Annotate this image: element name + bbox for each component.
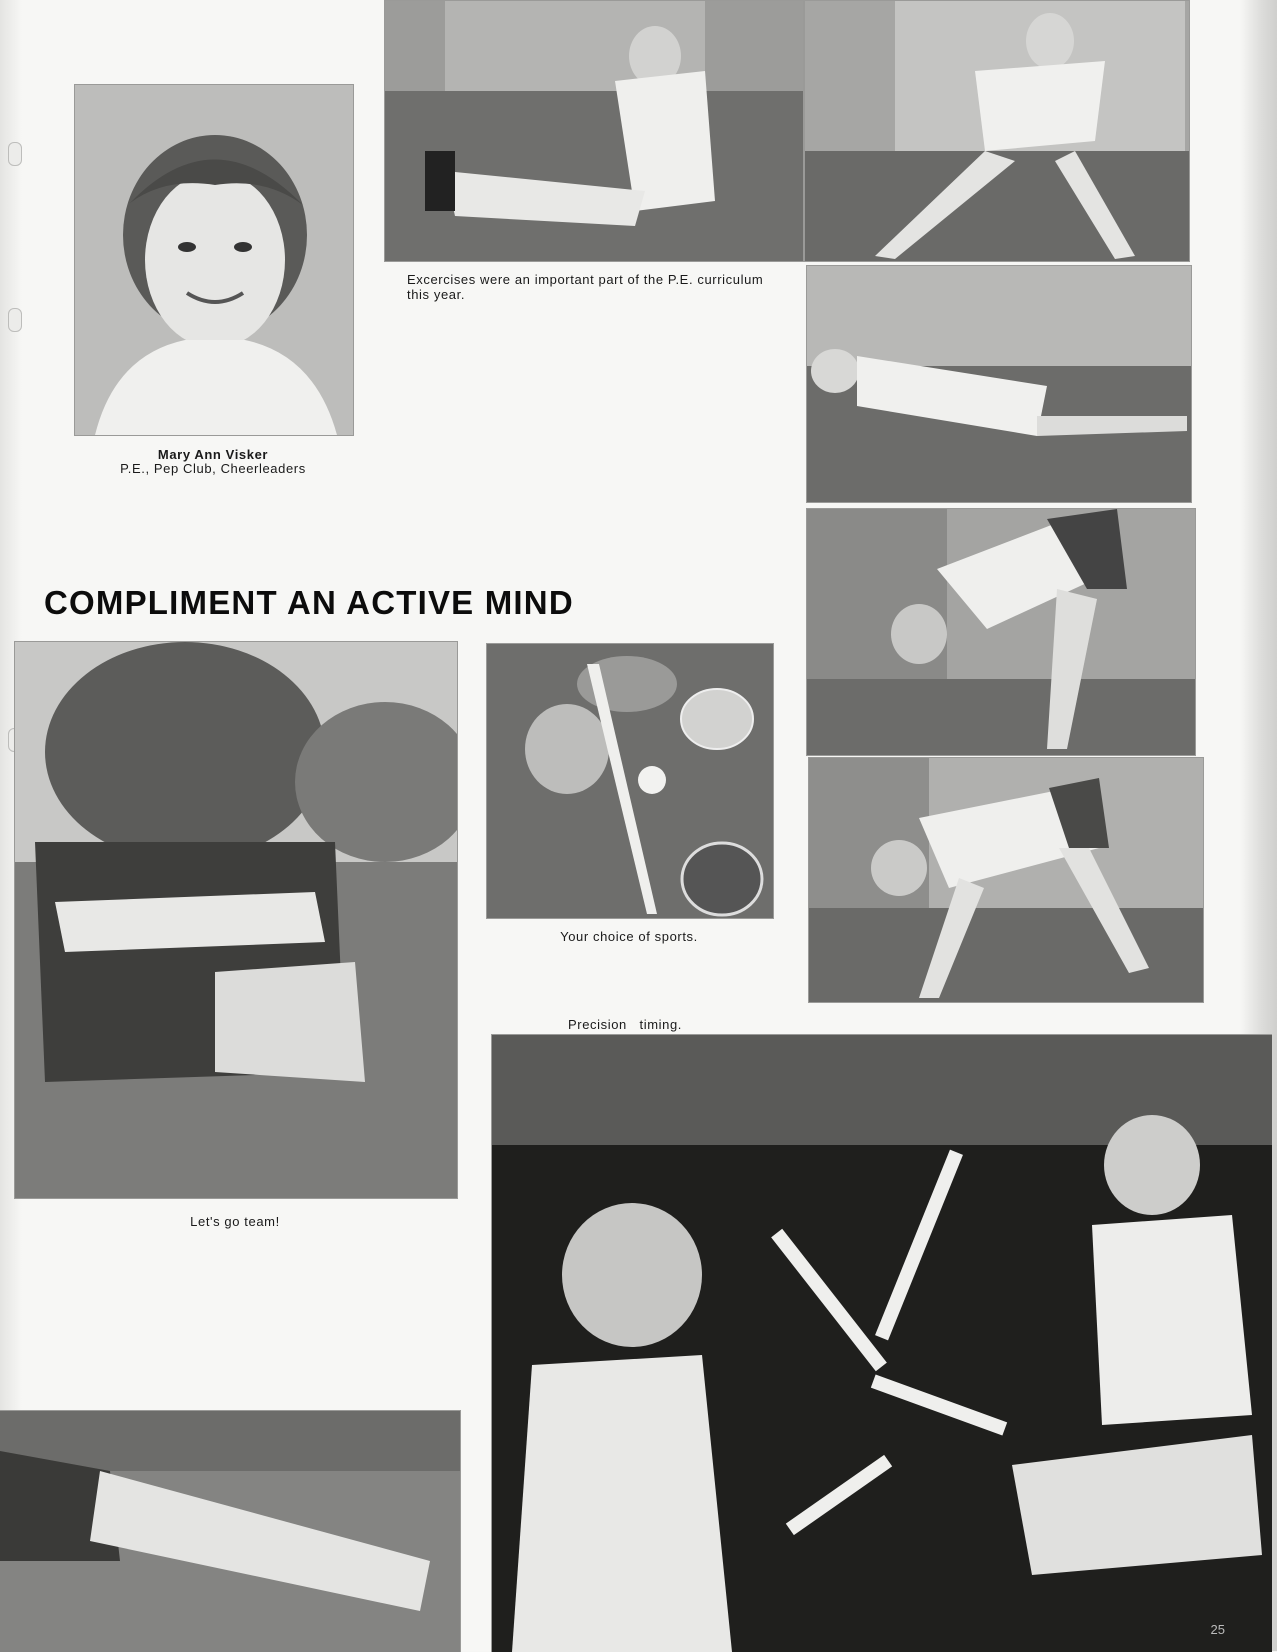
exercises-caption: Excercises were an important part of the P.E. curriculum this year. bbox=[407, 272, 764, 302]
sports-equipment-photo bbox=[486, 643, 774, 919]
binder-hole bbox=[8, 142, 22, 166]
binder-hole bbox=[8, 308, 22, 332]
stretch-photo-bottom bbox=[0, 1410, 461, 1652]
team-huddle-photo bbox=[14, 641, 458, 1199]
page-headline: COMPLIMENT AN ACTIVE MIND bbox=[44, 584, 574, 621]
portrait-role: P.E., Pep Club, Cheerleaders bbox=[120, 461, 306, 476]
timing-caption: Precision timing. bbox=[568, 1017, 682, 1032]
sports-caption: Your choice of sports. bbox=[560, 929, 698, 944]
exercise-photo-stretch bbox=[804, 0, 1190, 262]
exercise-photo-pushup bbox=[806, 265, 1192, 503]
portrait-name: Mary Ann Visker bbox=[157, 447, 269, 462]
exercise-photo-toe-touch bbox=[806, 508, 1196, 756]
page-number: 25 bbox=[1210, 1622, 1225, 1637]
exercise-photo-situps bbox=[384, 0, 804, 262]
portrait-photo bbox=[74, 84, 354, 436]
team-caption: Let's go team! bbox=[190, 1214, 280, 1229]
exercise-photo-bend bbox=[808, 757, 1204, 1003]
precision-timing-photo bbox=[491, 1034, 1272, 1652]
